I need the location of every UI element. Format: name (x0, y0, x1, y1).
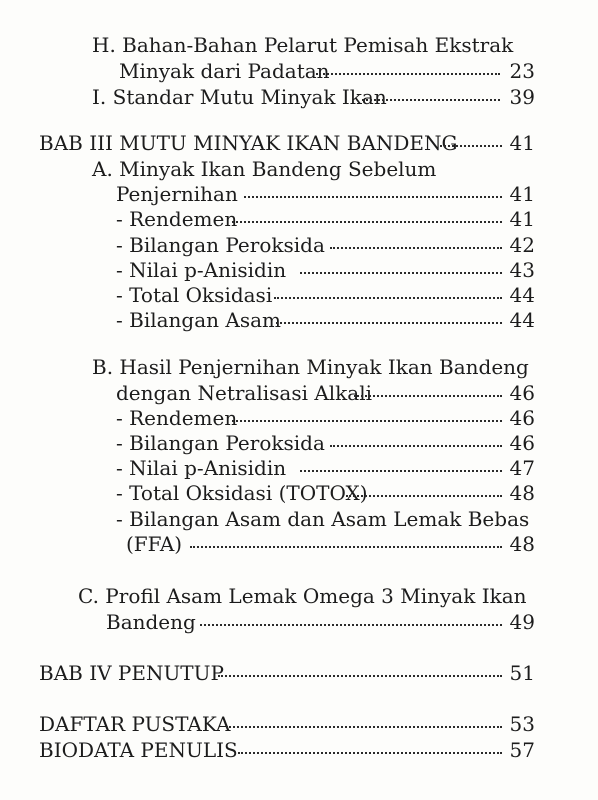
toc-entry-daftar-pustaka-page: 53 (509, 712, 535, 736)
toc-item-page: 44 (509, 283, 535, 307)
toc-item (0, 405, 598, 431)
toc-section-c-page: 49 (509, 610, 535, 634)
leader-dots (226, 720, 502, 728)
toc-item-label: - Total Oksidasi (116, 283, 273, 307)
leader-dots (354, 389, 502, 397)
toc-chapter-bab4-title: BAB IV PENUTUP (39, 661, 224, 685)
leader-dots (276, 316, 502, 324)
toc-entry-h-page: 23 (509, 59, 535, 83)
toc-entry-i-title: I. Standar Mutu Minyak Ikan (92, 85, 387, 109)
toc-chapter-bab3-title: BAB III MUTU MINYAK IKAN BANDENG (39, 131, 458, 155)
leader-dots (346, 489, 502, 497)
leader-dots (232, 414, 502, 422)
toc-chapter-bab4-page: 51 (509, 661, 535, 685)
toc-entry-daftar-pustaka (0, 711, 598, 737)
leader-dots (362, 93, 500, 101)
leader-dots (232, 215, 502, 223)
toc-section-c-title: C. Profil Asam Lemak Omega 3 Minyak Ikan (78, 584, 527, 608)
toc-item-page: 48 (509, 481, 535, 505)
leader-dots (300, 464, 502, 472)
toc-section-a-title: A. Minyak Ikan Bandeng Sebelum (92, 157, 437, 181)
leader-dots (440, 139, 502, 147)
toc-item (0, 206, 598, 232)
toc-item (0, 257, 598, 283)
toc-section-b-line1 (0, 354, 598, 380)
toc-section-a-title-cont: Penjernihan (116, 182, 238, 206)
toc-item-page: 42 (509, 233, 535, 257)
leader-dots (274, 291, 502, 299)
toc-item-label: - Bilangan Peroksida (116, 233, 325, 257)
toc-chapter-bab4 (0, 660, 598, 686)
toc-item (0, 282, 598, 308)
toc-section-b-line2 (0, 380, 598, 406)
toc-item-label: - Total Oksidasi (TOTOX) (116, 481, 368, 505)
toc-chapter-bab3-page: 41 (509, 131, 535, 155)
toc-item-line2 (0, 531, 598, 557)
toc-item-page: 41 (509, 207, 535, 231)
toc-entry-biodata (0, 737, 598, 763)
toc-entry-h-title: H. Bahan-Bahan Pelarut Pemisah Ekstrak (92, 33, 514, 57)
toc-entry-biodata-title: BIODATA PENULIS (39, 738, 238, 762)
toc-entry-h-line2 (0, 58, 598, 84)
toc-item (0, 430, 598, 456)
toc-section-b-title-cont: dengan Netralisasi Alkali (116, 381, 373, 405)
toc-section-c-title-cont: Bandeng (106, 610, 196, 634)
toc-section-b-page: 46 (509, 381, 535, 405)
toc-section-a-page: 41 (509, 182, 535, 206)
toc-item-page: 43 (509, 258, 535, 282)
toc-item-label: - Rendemen (116, 207, 238, 231)
toc-section-c-line2 (0, 609, 598, 635)
leader-dots (218, 669, 502, 677)
toc-item (0, 455, 598, 481)
toc-chapter-bab3 (0, 130, 598, 156)
toc-item-label-cont: (FFA) (126, 532, 183, 556)
toc-item-label: - Nilai p-Anisidin (116, 258, 287, 282)
leader-dots (244, 190, 502, 198)
leader-dots (330, 439, 502, 447)
toc-item-label: - Rendemen (116, 406, 238, 430)
toc-item-label: - Bilangan Asam dan Asam Lemak Bebas (116, 507, 530, 531)
toc-item-label: - Bilangan Peroksida (116, 431, 325, 455)
toc-section-b-title: B. Hasil Penjernihan Minyak Ikan Bandeng (92, 355, 529, 379)
toc-item-label: - Nilai p-Anisidin (116, 456, 287, 480)
toc-item-line1 (0, 506, 598, 532)
toc-item-label: - Bilangan Asam (116, 308, 281, 332)
toc-item-page: 47 (509, 456, 535, 480)
leader-dots (238, 746, 502, 754)
toc-entry-h-line1 (0, 32, 598, 58)
toc-item (0, 307, 598, 333)
toc-item-page: 46 (509, 431, 535, 455)
leader-dots (190, 540, 502, 548)
toc-item-page: 44 (509, 308, 535, 332)
toc-item-page: 46 (509, 406, 535, 430)
leader-dots (200, 618, 502, 626)
leader-dots (316, 67, 500, 75)
toc-entry-i (0, 84, 598, 110)
toc-section-a-line1 (0, 156, 598, 182)
leader-dots (330, 241, 502, 249)
toc-section-a-line2 (0, 181, 598, 207)
toc-item (0, 480, 598, 506)
toc-section-c-line1 (0, 583, 598, 609)
toc-entry-i-page: 39 (509, 85, 535, 109)
toc-entry-daftar-pustaka-title: DAFTAR PUSTAKA (39, 712, 231, 736)
toc-item-page: 48 (509, 532, 535, 556)
leader-dots (300, 266, 502, 274)
toc-item (0, 232, 598, 258)
toc-entry-biodata-page: 57 (509, 738, 535, 762)
toc-entry-h-title-cont: Minyak dari Padatan (119, 59, 330, 83)
